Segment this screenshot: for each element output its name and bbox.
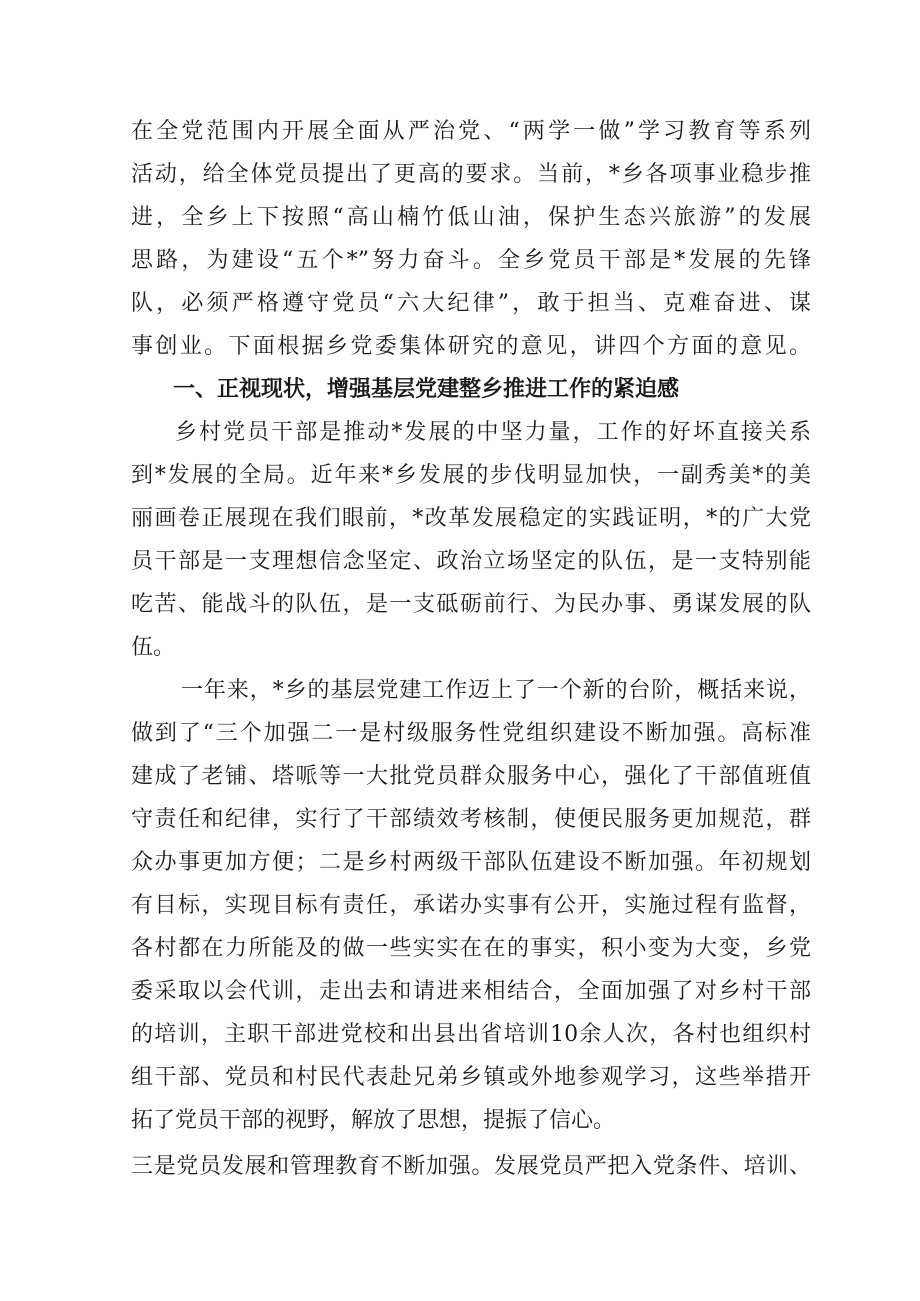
text-line: 到*发展的全局。近年来*乡发展的步伐明显加快，一副秀美*的美 <box>131 463 811 488</box>
text-line: 守责任和纪律，实行了干部绩效考核制，使便民服务更加规范，群 <box>131 807 811 832</box>
text-line: 进，全乡上下按照“高山楠竹低山油，保护生态兴旅游”的发展 <box>131 205 811 230</box>
text-line: 组干部、党员和村民代表赴兄弟乡镇或外地参观学习，这些举措开 <box>131 1065 811 1090</box>
text-line: 有目标，实现目标有责任，承诺办实事有公开，实施过程有监督， <box>131 893 811 918</box>
text-line: 委采取以会代训，走出去和请进来相结合，全面加强了对乡村干部 <box>131 979 811 1004</box>
text-line: 各村都在力所能及的做一些实实在在的事实，积小变为大变，乡党 <box>131 936 811 961</box>
text-line: 思路，为建设“五个*”努力奋斗。全乡党员干部是*发展的先锋 <box>131 248 811 273</box>
text-line: 队，必须严格遵守党员“六大纪律”，敢于担当、克难奋进、谋 <box>131 291 811 316</box>
text-line: 的培训，主职干部进党校和出县出省培训10余人次，各村也组织村 <box>131 1022 811 1047</box>
text-line: 丽画卷正展现在我们眼前，*改革发展稳定的实践证明，*的广大党 <box>131 506 811 531</box>
text-line: 一年来，*乡的基层党建工作迈上了一个新的台阶，概括来说， <box>181 678 811 703</box>
text-line: 伍。 <box>131 635 176 660</box>
text-line: 拓了党员干部的视野，解放了思想，提振了信心。 <box>131 1108 616 1133</box>
text-line: 活动，给全体党员提出了更高的要求。当前，*乡各项事业稳步推 <box>131 162 811 187</box>
text-line: 吃苦、能战斗的队伍，是一支砥砺前行、为民办事、勇谋发展的队 <box>131 592 811 617</box>
text-line: 做到了“三个加强二一是村级服务性党组织建设不断加强。高标准 <box>131 721 811 746</box>
text-line: 乡村党员干部是推动*发展的中坚力量，工作的好坏直接关系 <box>175 420 811 445</box>
text-line: 在全党范围内开展全面从严治党、“两学一做”学习教育等系列 <box>131 119 811 144</box>
text-line: 众办事更加方便；二是乡村两级干部队伍建设不断加强。年初规划 <box>131 850 811 875</box>
text-line: 事创业。下面根据乡党委集体研究的意见，讲四个方面的意见。 <box>131 334 811 359</box>
text-line: 三是党员发展和管理教育不断加强。发展党员严把入党条件、培训、 <box>131 1154 811 1179</box>
section-heading: 一、正视现状，增强基层党建整乡推进工作的紧迫感 <box>173 377 680 402</box>
text-line: 建成了老铺、塔哌等一大批党员群众服务中心，强化了干部值班值 <box>131 764 811 789</box>
text-line: 员干部是一支理想信念坚定、政治立场坚定的队伍，是一支特别能 <box>131 549 811 574</box>
